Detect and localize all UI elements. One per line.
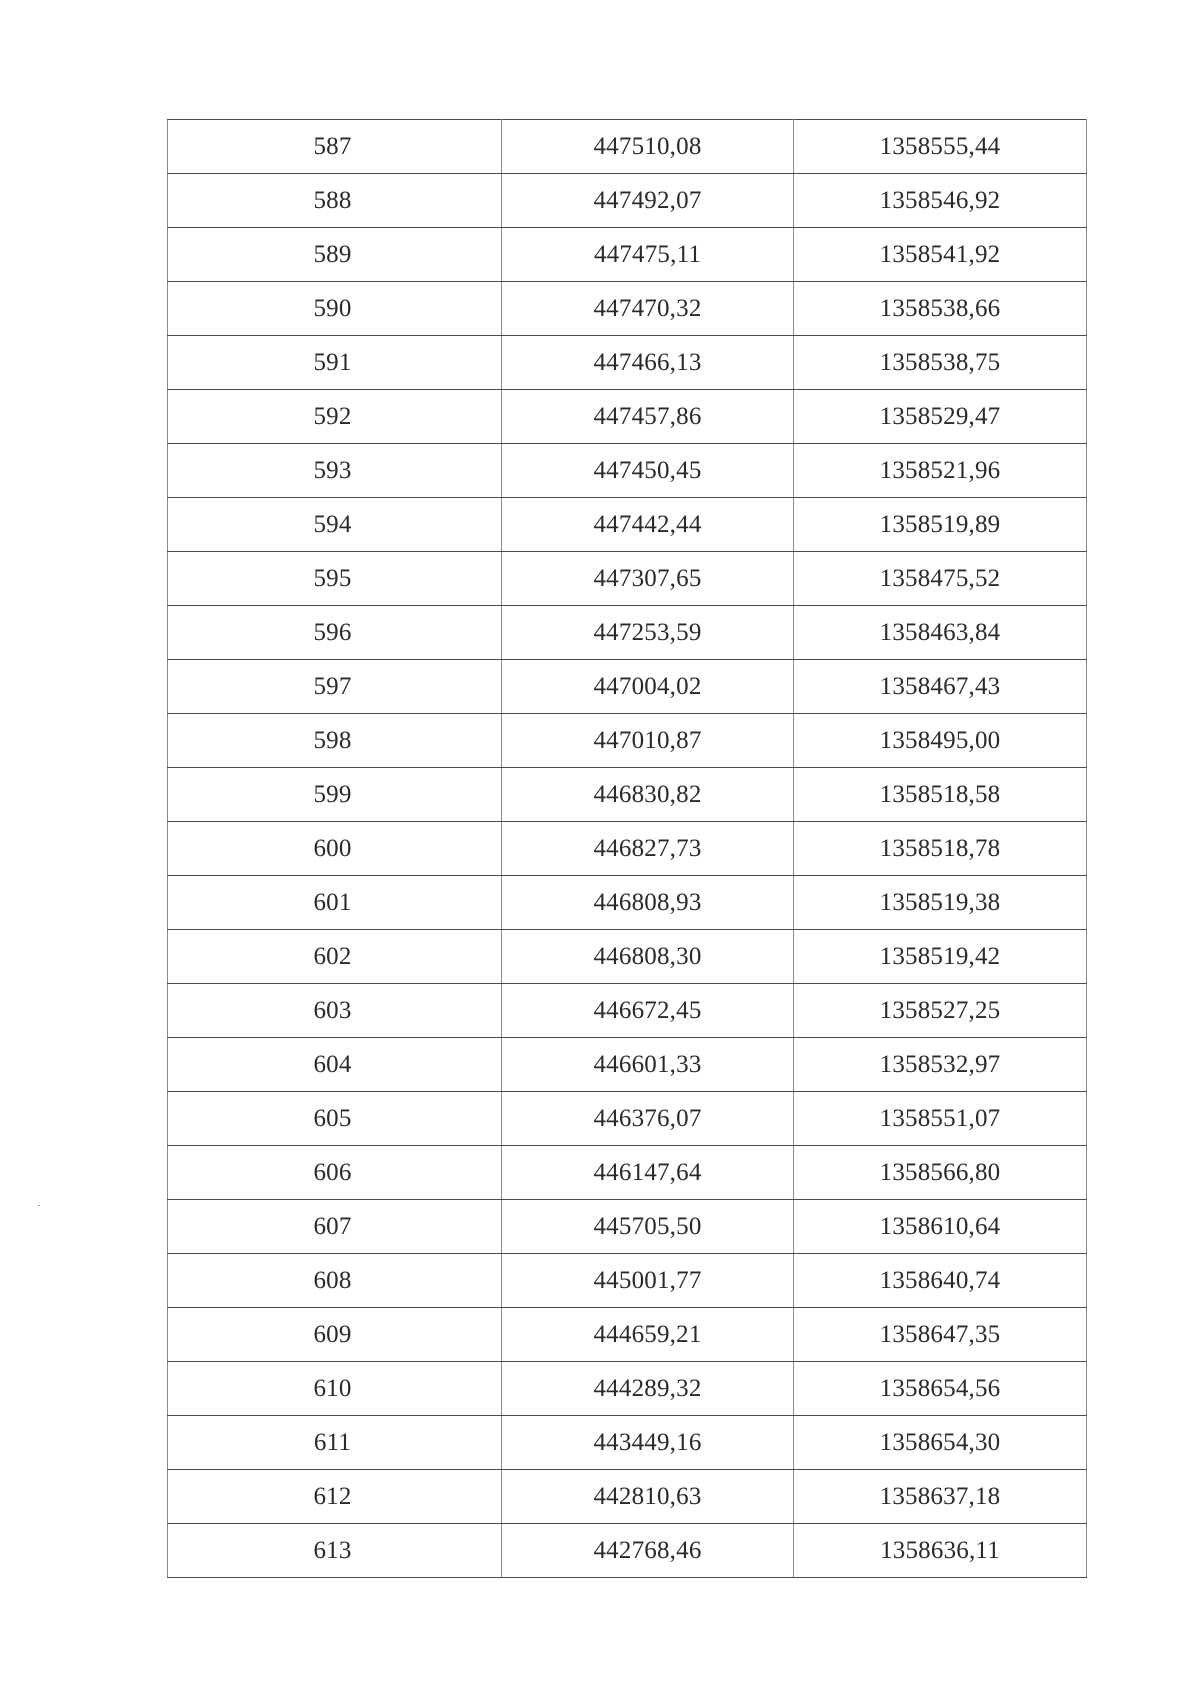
point-number-cell: 613 bbox=[168, 1524, 502, 1578]
y-coordinate-cell: 1358555,44 bbox=[794, 120, 1087, 174]
x-coordinate-cell: 447253,59 bbox=[502, 606, 794, 660]
x-coordinate-cell: 444659,21 bbox=[502, 1308, 794, 1362]
scan-speck bbox=[38, 1205, 40, 1206]
y-coordinate-cell: 1358519,42 bbox=[794, 930, 1087, 984]
point-number-cell: 601 bbox=[168, 876, 502, 930]
y-coordinate-cell: 1358521,96 bbox=[794, 444, 1087, 498]
point-number-cell: 603 bbox=[168, 984, 502, 1038]
point-number-cell: 599 bbox=[168, 768, 502, 822]
x-coordinate-cell: 445705,50 bbox=[502, 1200, 794, 1254]
coordinates-table bbox=[167, 119, 1087, 1578]
y-coordinate-cell: 1358527,25 bbox=[794, 984, 1087, 1038]
point-number-cell: 600 bbox=[168, 822, 502, 876]
table-row bbox=[168, 1470, 1087, 1524]
point-number-cell: 604 bbox=[168, 1038, 502, 1092]
table-row bbox=[168, 390, 1087, 444]
y-coordinate-cell: 1358495,00 bbox=[794, 714, 1087, 768]
point-number-cell: 587 bbox=[168, 120, 502, 174]
point-number-cell: 597 bbox=[168, 660, 502, 714]
x-coordinate-cell: 446601,33 bbox=[502, 1038, 794, 1092]
y-coordinate-cell: 1358610,64 bbox=[794, 1200, 1087, 1254]
x-coordinate-cell: 446830,82 bbox=[502, 768, 794, 822]
point-number-cell: 598 bbox=[168, 714, 502, 768]
point-number-cell: 608 bbox=[168, 1254, 502, 1308]
y-coordinate-cell: 1358654,30 bbox=[794, 1416, 1087, 1470]
x-coordinate-cell: 447307,65 bbox=[502, 552, 794, 606]
y-coordinate-cell: 1358546,92 bbox=[794, 174, 1087, 228]
x-coordinate-cell: 446827,73 bbox=[502, 822, 794, 876]
table-row bbox=[168, 660, 1087, 714]
x-coordinate-cell: 442768,46 bbox=[502, 1524, 794, 1578]
table-row bbox=[168, 1524, 1087, 1578]
x-coordinate-cell: 447510,08 bbox=[502, 120, 794, 174]
point-number-cell: 590 bbox=[168, 282, 502, 336]
y-coordinate-cell: 1358551,07 bbox=[794, 1092, 1087, 1146]
table-row bbox=[168, 336, 1087, 390]
x-coordinate-cell: 446808,30 bbox=[502, 930, 794, 984]
y-coordinate-cell: 1358529,47 bbox=[794, 390, 1087, 444]
y-coordinate-cell: 1358532,97 bbox=[794, 1038, 1087, 1092]
x-coordinate-cell: 447457,86 bbox=[502, 390, 794, 444]
x-coordinate-cell: 447450,45 bbox=[502, 444, 794, 498]
table-row bbox=[168, 1146, 1087, 1200]
y-coordinate-cell: 1358475,52 bbox=[794, 552, 1087, 606]
table-row bbox=[168, 822, 1087, 876]
y-coordinate-cell: 1358647,35 bbox=[794, 1308, 1087, 1362]
point-number-cell: 602 bbox=[168, 930, 502, 984]
point-number-cell: 592 bbox=[168, 390, 502, 444]
table-row bbox=[168, 876, 1087, 930]
y-coordinate-cell: 1358636,11 bbox=[794, 1524, 1087, 1578]
point-number-cell: 612 bbox=[168, 1470, 502, 1524]
y-coordinate-cell: 1358519,89 bbox=[794, 498, 1087, 552]
table-row bbox=[168, 1092, 1087, 1146]
table-row bbox=[168, 552, 1087, 606]
y-coordinate-cell: 1358519,38 bbox=[794, 876, 1087, 930]
y-coordinate-cell: 1358654,56 bbox=[794, 1362, 1087, 1416]
x-coordinate-cell: 446672,45 bbox=[502, 984, 794, 1038]
x-coordinate-cell: 447010,87 bbox=[502, 714, 794, 768]
table-row bbox=[168, 606, 1087, 660]
table-row bbox=[168, 228, 1087, 282]
x-coordinate-cell: 443449,16 bbox=[502, 1416, 794, 1470]
x-coordinate-cell: 446808,93 bbox=[502, 876, 794, 930]
x-coordinate-cell: 444289,32 bbox=[502, 1362, 794, 1416]
x-coordinate-cell: 442810,63 bbox=[502, 1470, 794, 1524]
point-number-cell: 606 bbox=[168, 1146, 502, 1200]
x-coordinate-cell: 447492,07 bbox=[502, 174, 794, 228]
table-row bbox=[168, 1416, 1087, 1470]
point-number-cell: 596 bbox=[168, 606, 502, 660]
point-number-cell: 611 bbox=[168, 1416, 502, 1470]
x-coordinate-cell: 447466,13 bbox=[502, 336, 794, 390]
y-coordinate-cell: 1358640,74 bbox=[794, 1254, 1087, 1308]
point-number-cell: 609 bbox=[168, 1308, 502, 1362]
point-number-cell: 589 bbox=[168, 228, 502, 282]
x-coordinate-cell: 447004,02 bbox=[502, 660, 794, 714]
table-row bbox=[168, 444, 1087, 498]
table-row bbox=[168, 1308, 1087, 1362]
point-number-cell: 593 bbox=[168, 444, 502, 498]
y-coordinate-cell: 1358538,66 bbox=[794, 282, 1087, 336]
point-number-cell: 594 bbox=[168, 498, 502, 552]
y-coordinate-cell: 1358518,58 bbox=[794, 768, 1087, 822]
y-coordinate-cell: 1358463,84 bbox=[794, 606, 1087, 660]
table-row bbox=[168, 282, 1087, 336]
y-coordinate-cell: 1358518,78 bbox=[794, 822, 1087, 876]
table-row bbox=[168, 1200, 1087, 1254]
y-coordinate-cell: 1358566,80 bbox=[794, 1146, 1087, 1200]
table-row bbox=[168, 1038, 1087, 1092]
x-coordinate-cell: 445001,77 bbox=[502, 1254, 794, 1308]
y-coordinate-cell: 1358538,75 bbox=[794, 336, 1087, 390]
table-row bbox=[168, 120, 1087, 174]
y-coordinate-cell: 1358467,43 bbox=[794, 660, 1087, 714]
table-row bbox=[168, 174, 1087, 228]
x-coordinate-cell: 446376,07 bbox=[502, 1092, 794, 1146]
y-coordinate-cell: 1358541,92 bbox=[794, 228, 1087, 282]
table-row bbox=[168, 1362, 1087, 1416]
table-row bbox=[168, 930, 1087, 984]
y-coordinate-cell: 1358637,18 bbox=[794, 1470, 1087, 1524]
point-number-cell: 605 bbox=[168, 1092, 502, 1146]
point-number-cell: 610 bbox=[168, 1362, 502, 1416]
table-row bbox=[168, 984, 1087, 1038]
point-number-cell: 588 bbox=[168, 174, 502, 228]
table-row bbox=[168, 1254, 1087, 1308]
x-coordinate-cell: 446147,64 bbox=[502, 1146, 794, 1200]
x-coordinate-cell: 447475,11 bbox=[502, 228, 794, 282]
point-number-cell: 607 bbox=[168, 1200, 502, 1254]
table-row bbox=[168, 714, 1087, 768]
table-row bbox=[168, 768, 1087, 822]
point-number-cell: 591 bbox=[168, 336, 502, 390]
coordinates-table-body bbox=[168, 120, 1087, 1578]
x-coordinate-cell: 447470,32 bbox=[502, 282, 794, 336]
point-number-cell: 595 bbox=[168, 552, 502, 606]
table-row bbox=[168, 498, 1087, 552]
x-coordinate-cell: 447442,44 bbox=[502, 498, 794, 552]
